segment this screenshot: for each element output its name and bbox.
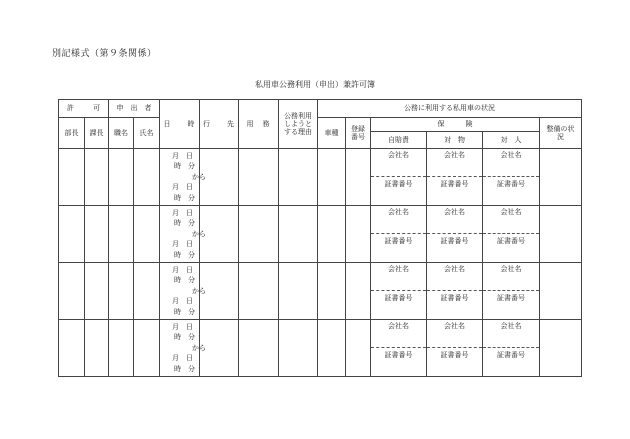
start-month-label: 月 <box>172 322 179 331</box>
reason-cell[interactable] <box>279 263 318 320</box>
personal-insurance-cell[interactable] <box>483 320 540 377</box>
datetime-line <box>170 161 199 172</box>
register-row <box>59 149 582 206</box>
permit-header <box>59 100 109 118</box>
datetime-cell[interactable] <box>160 263 206 320</box>
reason-cell[interactable] <box>279 206 318 263</box>
datetime-line <box>170 193 199 204</box>
start-hour-label: 時 <box>174 333 181 342</box>
company-name-label: 会社名 <box>500 151 522 159</box>
car-type-cell[interactable] <box>318 206 346 263</box>
reason-cell[interactable] <box>279 149 318 206</box>
certificate-number-label: 証書番号 <box>384 294 413 302</box>
car-type-header: 車種 <box>318 118 346 149</box>
company-name-label: 会社名 <box>444 265 465 273</box>
dept-head-header: 部長 <box>59 118 85 149</box>
end-month-label: 月 <box>172 240 179 249</box>
company-name-label: 会社名 <box>388 151 409 159</box>
job-title-cell[interactable] <box>109 263 134 320</box>
applicant-header: 申 出 者 <box>109 100 160 118</box>
reg-number-cell[interactable] <box>346 320 371 377</box>
form-caption: 別記様式（第９条関係） <box>52 49 157 59</box>
reg-number-cell[interactable] <box>346 149 371 206</box>
job-title-cell[interactable] <box>109 320 134 377</box>
car-type-cell[interactable] <box>318 149 346 206</box>
start-day-label: 日 <box>186 151 193 160</box>
property-insurance-cell[interactable] <box>427 320 483 377</box>
personal-insurance-cell[interactable] <box>483 206 540 263</box>
dashed-divider <box>427 176 482 177</box>
certificate-number-label: 証書番号 <box>497 180 525 188</box>
dashed-divider <box>371 347 426 348</box>
section-head-cell[interactable] <box>85 206 109 263</box>
errand-header: 用 務 <box>239 100 279 149</box>
personal-insurance-cell[interactable] <box>483 149 540 206</box>
dashed-divider <box>427 347 482 348</box>
end-month-label: 月 <box>172 183 179 192</box>
section-head-cell[interactable] <box>85 320 109 377</box>
maintenance-header: 整備の状 況 <box>540 118 582 149</box>
datetime-line <box>170 322 199 333</box>
start-hour-label: 時 <box>174 162 181 171</box>
destination-header: 行 先 <box>200 100 239 149</box>
name-cell[interactable] <box>134 263 160 320</box>
end-minute-label: 分 <box>188 307 195 316</box>
from-label: から <box>192 172 206 181</box>
end-hour-label: 時 <box>174 193 181 202</box>
dept-head-cell[interactable] <box>59 263 85 320</box>
compulsory-insurance-cell[interactable] <box>371 320 427 377</box>
reason-cell[interactable] <box>279 320 318 377</box>
register-row <box>59 263 582 320</box>
permit-register-table <box>58 99 582 377</box>
datetime-line <box>170 250 199 261</box>
maintenance-cell[interactable] <box>540 206 582 263</box>
section-head-header: 課長 <box>85 118 109 149</box>
certificate-number-label: 証書番号 <box>440 237 469 245</box>
dept-head-cell[interactable] <box>59 320 85 377</box>
dashed-divider <box>371 176 426 177</box>
end-day-label: 日 <box>186 240 193 249</box>
errand-cell[interactable] <box>239 206 279 263</box>
start-month-label: 月 <box>172 208 179 217</box>
start-month-label: 月 <box>172 151 179 160</box>
end-minute-label: 分 <box>188 193 195 202</box>
datetime-cell[interactable] <box>160 206 206 263</box>
car-type-cell[interactable] <box>318 263 346 320</box>
personal-insurance-cell[interactable] <box>483 263 540 320</box>
company-name-label: 会社名 <box>500 265 522 273</box>
start-minute-label: 分 <box>188 162 195 171</box>
dashed-divider <box>483 176 539 177</box>
errand-cell[interactable] <box>239 320 279 377</box>
dashed-divider <box>427 233 482 234</box>
register-row <box>59 206 582 263</box>
datetime-line <box>170 218 199 229</box>
dashed-divider <box>483 290 539 291</box>
end-day-label: 日 <box>186 297 193 306</box>
start-day-label: 日 <box>186 322 193 331</box>
dashed-divider <box>371 233 426 234</box>
datetime-line <box>170 182 199 193</box>
name-header: 氏名 <box>134 118 160 149</box>
section-head-cell[interactable] <box>85 263 109 320</box>
end-minute-label: 分 <box>188 364 195 373</box>
end-minute-label: 分 <box>188 250 195 259</box>
maintenance-cell[interactable] <box>540 320 582 377</box>
company-name-label: 会社名 <box>444 208 465 216</box>
job-title-cell[interactable] <box>109 206 134 263</box>
compulsory-insurance-header: 自賠責 <box>371 132 427 149</box>
datetime-line <box>170 296 199 307</box>
errand-cell[interactable] <box>239 263 279 320</box>
company-name-label: 会社名 <box>388 265 409 273</box>
compulsory-insurance-cell[interactable] <box>371 149 427 206</box>
company-name-label: 会社名 <box>444 322 465 330</box>
dashed-divider <box>483 233 539 234</box>
dashed-divider <box>427 290 482 291</box>
start-hour-label: 時 <box>174 276 181 285</box>
insurance-header: 保 険 <box>371 118 540 132</box>
certificate-number-label: 証書番号 <box>497 294 525 302</box>
name-cell[interactable] <box>134 206 160 263</box>
datetime-line <box>170 151 199 162</box>
name-cell[interactable] <box>134 149 160 206</box>
property-insurance-cell[interactable] <box>427 206 483 263</box>
dept-head-cell[interactable] <box>59 206 85 263</box>
end-hour-label: 時 <box>174 250 181 259</box>
property-insurance-cell[interactable] <box>427 149 483 206</box>
datetime-line <box>170 364 199 375</box>
start-month-label: 月 <box>172 265 179 274</box>
start-minute-label: 分 <box>188 333 195 342</box>
datetime-line <box>170 286 206 297</box>
vehicle-status-header: 公務に利用する私用車の状況 <box>318 100 582 118</box>
datetime-line <box>170 208 199 219</box>
reg-number-header: 登録番号 <box>346 118 371 149</box>
from-label: から <box>192 343 206 352</box>
datetime-cell[interactable] <box>160 149 206 206</box>
start-minute-label: 分 <box>188 276 195 285</box>
dashed-divider <box>483 347 539 348</box>
start-hour-label: 時 <box>174 219 181 228</box>
certificate-number-label: 証書番号 <box>440 180 469 188</box>
from-label: から <box>192 286 206 295</box>
section-head-cell[interactable] <box>85 149 109 206</box>
company-name-label: 会社名 <box>500 208 522 216</box>
name-cell[interactable] <box>134 320 160 377</box>
reg-number-cell[interactable] <box>346 263 371 320</box>
dept-head-cell[interactable] <box>59 149 85 206</box>
from-label: から <box>192 229 206 238</box>
errand-cell[interactable] <box>239 149 279 206</box>
compulsory-insurance-cell[interactable] <box>371 206 427 263</box>
company-name-label: 会社名 <box>500 322 522 330</box>
compulsory-insurance-cell[interactable] <box>371 263 427 320</box>
end-day-label: 日 <box>186 183 193 192</box>
certificate-number-label: 証書番号 <box>440 294 469 302</box>
datetime-line <box>170 239 199 250</box>
datetime-cell[interactable] <box>160 320 206 377</box>
start-day-label: 日 <box>186 208 193 217</box>
reason-header: 公務利用しようとする理由 <box>279 100 318 149</box>
maintenance-cell[interactable] <box>540 149 582 206</box>
end-month-label: 月 <box>172 354 179 363</box>
datetime-line <box>170 172 206 183</box>
property-insurance-cell[interactable] <box>427 263 483 320</box>
end-month-label: 月 <box>172 297 179 306</box>
datetime-line <box>170 343 206 354</box>
car-type-cell[interactable] <box>318 320 346 377</box>
end-hour-label: 時 <box>174 307 181 316</box>
datetime-line <box>170 307 199 318</box>
personal-insurance-header: 対 人 <box>483 132 540 149</box>
datetime-line <box>170 229 206 240</box>
end-hour-label: 時 <box>174 364 181 373</box>
end-day-label: 日 <box>186 354 193 363</box>
certificate-number-label: 証書番号 <box>384 180 413 188</box>
job-title-header: 職名 <box>109 118 134 149</box>
datetime-line <box>170 332 199 343</box>
dashed-divider <box>371 290 426 291</box>
job-title-cell[interactable] <box>109 149 134 206</box>
datetime-header: 日 時 <box>160 100 200 149</box>
company-name-label: 会社名 <box>388 322 409 330</box>
certificate-number-label: 証書番号 <box>384 351 413 359</box>
maintenance-cell[interactable] <box>540 263 582 320</box>
certificate-number-label: 証書番号 <box>384 237 413 245</box>
property-insurance-header: 対 物 <box>427 132 483 149</box>
certificate-number-label: 証書番号 <box>440 351 469 359</box>
permit-header-left: 許 <box>67 104 74 113</box>
permit-header-right: 可 <box>93 104 100 113</box>
document-title: 私用車公務利用（申出）兼許可簿 <box>255 80 375 89</box>
datetime-line <box>170 353 199 364</box>
certificate-number-label: 証書番号 <box>497 351 525 359</box>
register-row <box>59 320 582 377</box>
datetime-line <box>170 275 199 286</box>
start-day-label: 日 <box>186 265 193 274</box>
company-name-label: 会社名 <box>388 208 409 216</box>
certificate-number-label: 証書番号 <box>497 237 525 245</box>
datetime-line <box>170 265 199 276</box>
company-name-label: 会社名 <box>444 151 465 159</box>
start-minute-label: 分 <box>188 219 195 228</box>
reg-number-cell[interactable] <box>346 206 371 263</box>
